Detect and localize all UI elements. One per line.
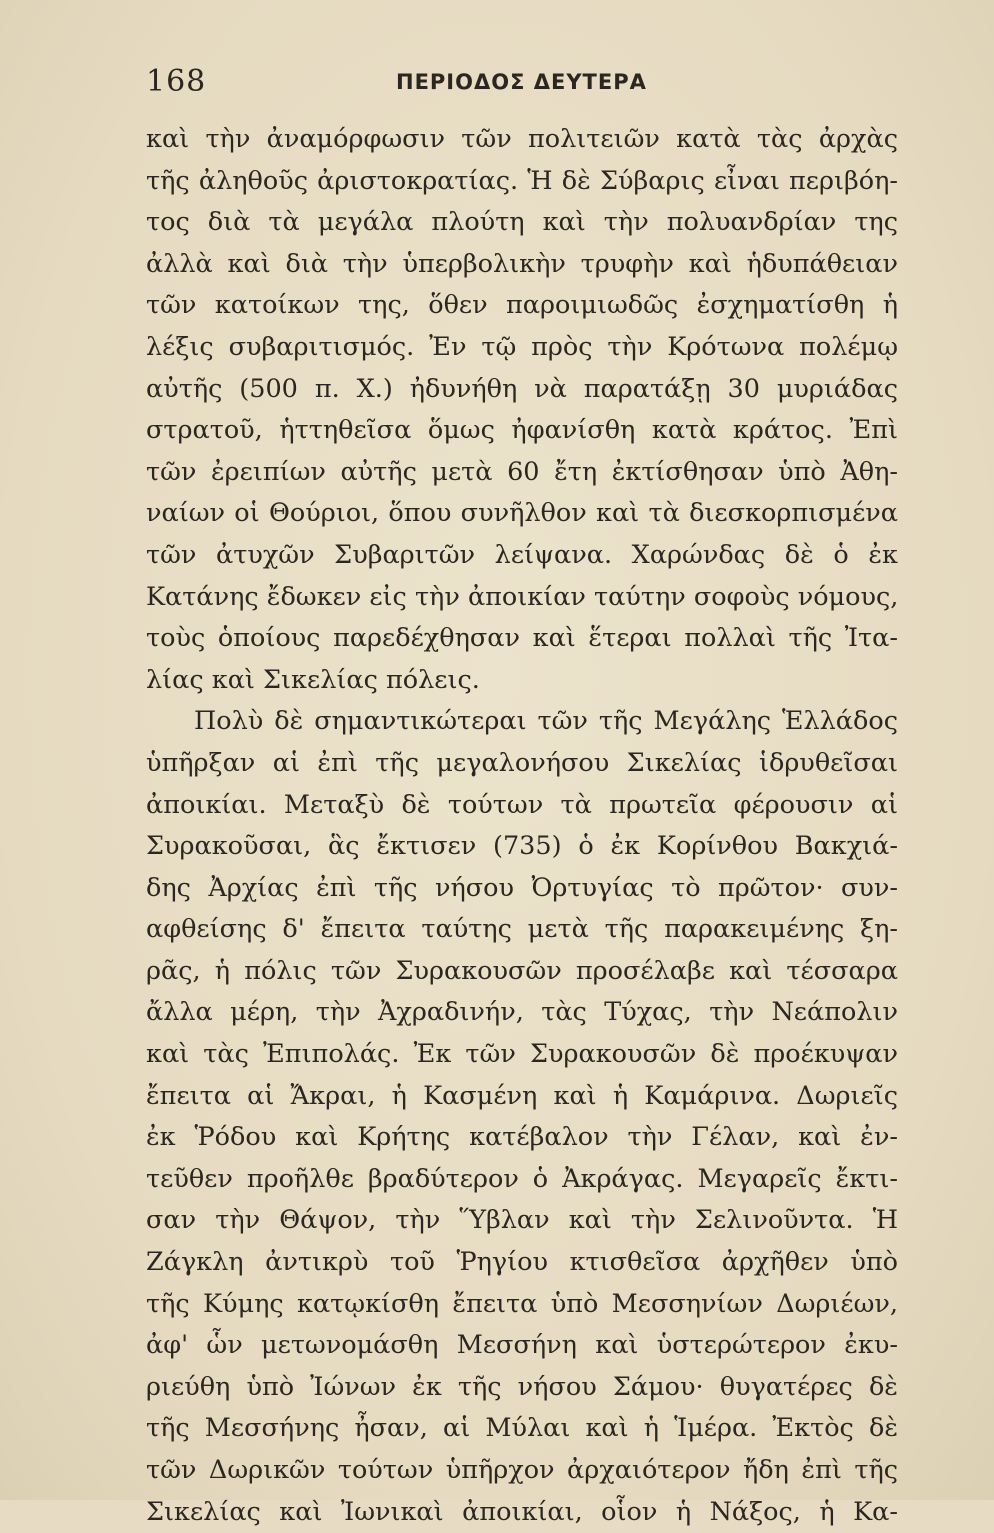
text-line: ἐκ Ῥόδου καὶ Κρήτης κατέβαλον τὴν Γέλαν, καὶ ἐν- [146, 1122, 898, 1153]
text-line: τοὺς ὁποίους παρεδέχθησαν καὶ ἕτεραι πολλαὶ τῆς Ἰτα- [146, 623, 898, 654]
text-line: ἀφ' ὧν μετωνομάσθη Μεσσήνη καὶ ὑστερώτερον ἐκυ- [146, 1330, 898, 1361]
text-line: αφθείσης δ' ἔπειτα ταύτης μετὰ τῆς παρακειμένης ξη- [146, 914, 898, 945]
text-line: τῆς Κύμης κατῳκίσθη ἔπειτα ὑπὸ Μεσσηνίων Δωριέων, [146, 1288, 898, 1319]
body-text [146, 119, 898, 1533]
text-line: τῶν ἀτυχῶν Συβαριτῶν λείψανα. Χαρώνδας δὲ ὁ ἐκ [146, 539, 898, 570]
text-line: Ζάγκλη ἀντικρὺ τοῦ Ῥηγίου κτισθεῖσα ἀρχῆθεν ὑπὸ [146, 1247, 898, 1278]
text-line: Συρακοῦσαι, ἃς ἔκτισεν (735) ὁ ἐκ Κορίνθου Βακχιά- [146, 831, 898, 862]
page-number: 168 [146, 64, 207, 99]
text-line: ὑπῆρξαν αἱ ἐπὶ τῆς μεγαλονήσου Σικελίας ἱδρυθεῖσαι [146, 747, 898, 778]
text-line: λέξις συβαριτισμός. Ἐν τῷ πρὸς τὴν Κρότωνα πολέμῳ [146, 331, 898, 362]
paragraph-end-line: λίας καὶ Σικελίας πόλεις. [146, 664, 480, 695]
paragraph-start-line: Πολὺ δὲ σημαντικώτεραι τῶν τῆς Μεγάλης Ἑλλάδος [194, 706, 898, 737]
text-line: ἀλλὰ καὶ διὰ τὴν ὑπερβολικὴν τρυφὴν καὶ ἡδυπάθειαν [146, 248, 898, 279]
text-line: τῆς Μεσσήνης ἦσαν, αἱ Μύλαι καὶ ἡ Ἱμέρα. Ἐκτὸς δὲ [146, 1413, 898, 1444]
text-line: ριεύθη ὑπὸ Ἰώνων ἐκ τῆς νήσου Σάμου· θυγατέρες δὲ [146, 1371, 898, 1402]
text-line: τῶν Δωρικῶν τούτων ὑπῆρχον ἀρχαιότερον ἤδη ἐπὶ τῆς [146, 1455, 898, 1485]
text-line: στρατοῦ, ἡττηθεῖσα ὅμως ἠφανίσθη κατὰ κράτος. Ἐπὶ [146, 415, 898, 446]
text-line: αὐτῆς (500 π. Χ.) ἠδυνήθη νὰ παρατάξῃ 30 μυριάδας [146, 373, 898, 404]
text-line: Κατάνης ἔδωκεν εἰς τὴν ἀποικίαν ταύτην σοφοὺς νόμους, [146, 581, 898, 612]
text-line: Σικελίας καὶ Ἰωνικαὶ ἀποικίαι, οἷον ἡ Νάξος, ἡ Κα- [146, 1496, 898, 1527]
text-line: ἀποικίαι. Μεταξὺ δὲ τούτων τὰ πρωτεῖα φέρουσιν αἱ [146, 789, 898, 820]
text-line: τῶν ἐρειπίων αὐτῆς μετὰ 60 ἔτη ἐκτίσθησαν ὑπὸ Ἀθη- [146, 456, 898, 487]
text-line: καὶ τὴν ἀναμόρφωσιν τῶν πολιτειῶν κατὰ τὰς ἀρχὰς [146, 124, 898, 154]
text-line: δης Ἀρχίας ἐπὶ τῆς νήσου Ὀρτυγίας τὸ πρῶτον· συν- [146, 872, 898, 903]
text-line: σαν τὴν Θάψον, τὴν Ὕβλαν καὶ τὴν Σελινοῦντα. Ἡ [146, 1205, 898, 1236]
text-line: τῆς ἀληθοῦς ἀριστοκρατίας. Ἡ δὲ Σύβαρις εἶναι περιβόη- [146, 165, 898, 196]
text-line: τεῦθεν προῆλθε βραδύτερον ὁ Ἀκράγας. Μεγαρεῖς ἔκτι- [146, 1163, 898, 1194]
text-line: ναίων οἱ Θούριοι, ὅπου συνῆλθον καὶ τὰ διεσκορπισμένα [146, 498, 898, 529]
text-line: καὶ τὰς Ἐπιπολάς. Ἐκ τῶν Συρακουσῶν δὲ προέκυψαν [146, 1039, 898, 1070]
text-line: τος διὰ τὰ μεγάλα πλούτη καὶ τὴν πολυανδρίαν της [146, 207, 898, 238]
running-title: ΠΕΡΙΟΔΟΣ ΔΕΥΤΕΡΑ [396, 70, 647, 94]
text-line: ἔπειτα αἱ Ἄκραι, ἡ Κασμένη καὶ ἡ Καμάρινα. Δωριεῖς [146, 1080, 898, 1111]
text-line: ρᾶς, ἡ πόλις τῶν Συρακουσῶν προσέλαβε καὶ τέσσαρα [146, 955, 898, 986]
text-line: τῶν κατοίκων της, ὅθεν παροιμιωδῶς ἐσχηματίσθη ἡ [146, 290, 898, 321]
running-head [146, 64, 894, 104]
text-line: ἄλλα μέρη, τὴν Ἀχραδινήν, τὰς Τύχας, τὴν Νεάπολιν [146, 997, 898, 1028]
